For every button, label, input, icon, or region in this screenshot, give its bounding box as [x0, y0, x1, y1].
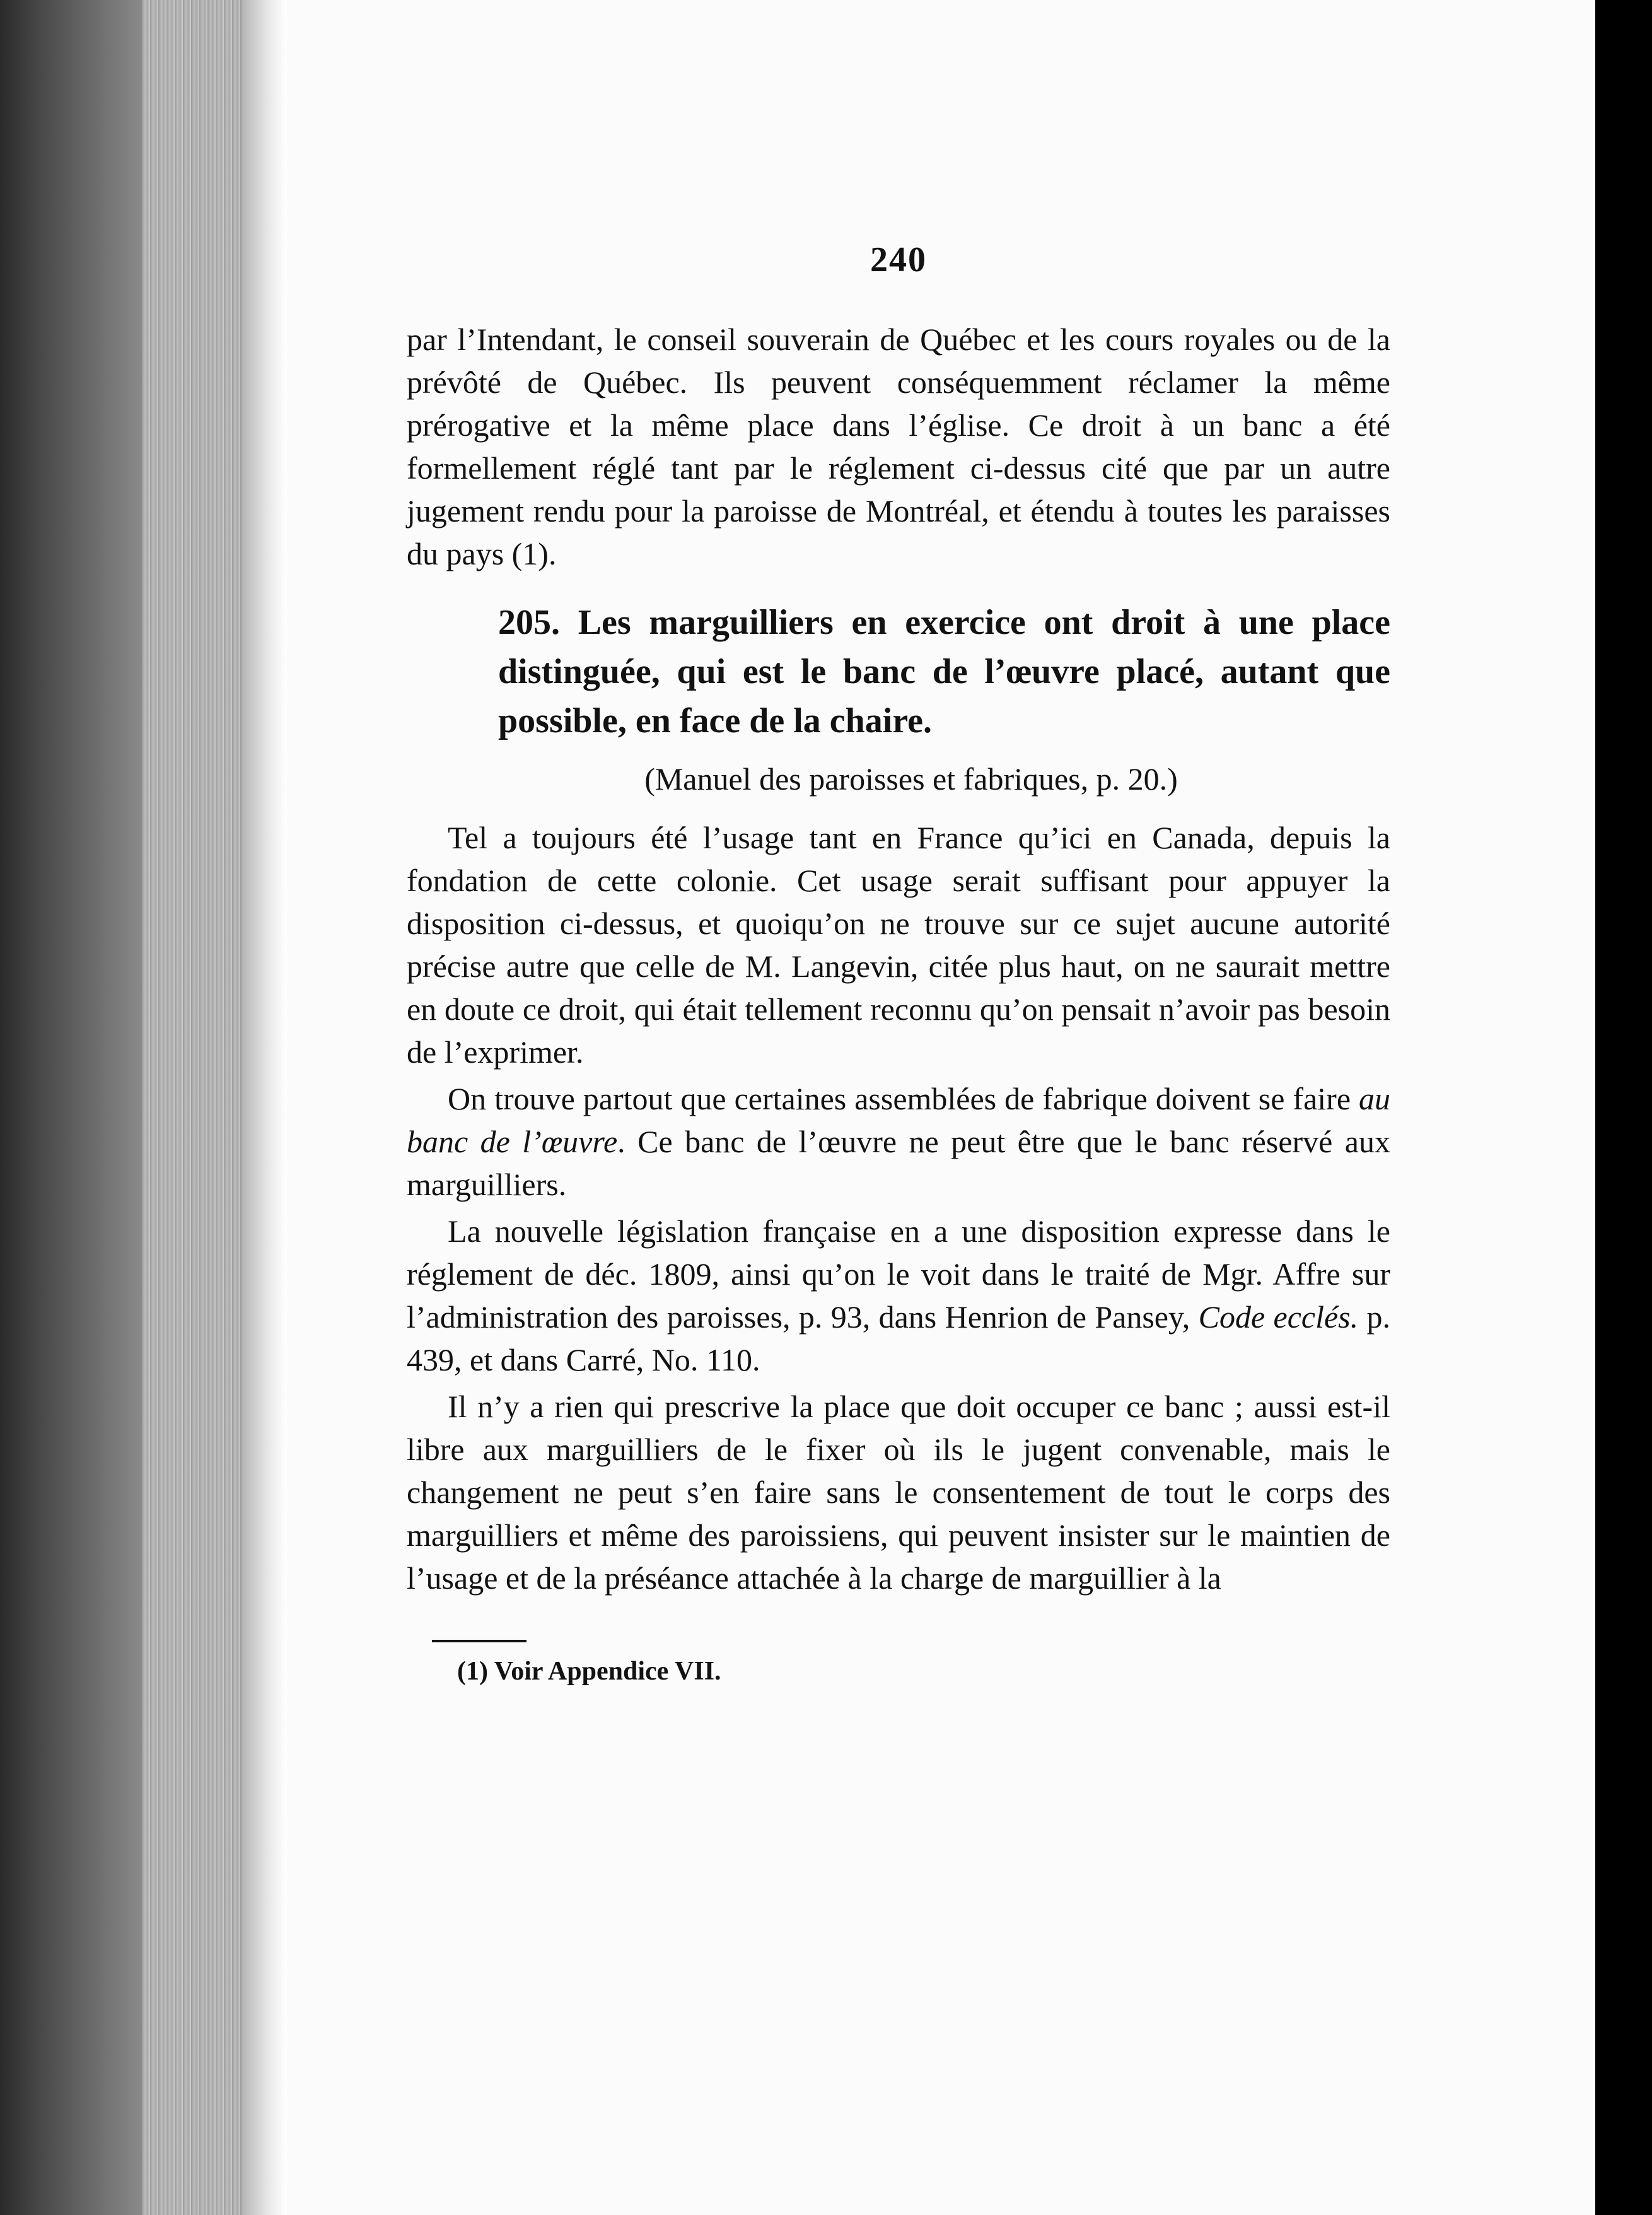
paragraph-usage: Tel a toujours été l’usage tant en France qu’ici en Canada, depuis la fondation de cette colonie. Cet usage serait suffisant pour appuyer la disposition ci-dessus, et quoiqu’on ne trouve sur ce sujet aucune autorité précise autre que celle de M. Langevin, citée plus haut, on ne saurait mettre en doute ce droit, qui était tellement reconnu qu’on pensait n’avoir pas besoin de l’exprimer. — [407, 820, 1390, 1070]
scan-border — [1595, 0, 1652, 2215]
continued-paragraph: par l’Intendant, le conseil souverain de Québec et les cours royales ou de la prévôté de Québec. Ils peuvent conséquemment réclamer la même prérogative et la même place dans l’église. Ce droit à un banc a été formellement réglé tant par le réglement ci-dessus cité que par un autre jugement rendu pour la paroisse de Montréal, et étendu à toutes les paraisses du pays (1). — [407, 322, 1390, 571]
page-gutter-shadow — [243, 0, 287, 2215]
paragraph-legislation-text-before: La nouvelle législation française en a une disposition expresse dans le réglement de déc. 1809, ainsi qu’on le voit dans le traité de Mgr. Affre sur l’administration des paroisses, p. 93, dans Henrion de Pansey, — [407, 1213, 1390, 1335]
page-number: 240 — [870, 240, 927, 279]
paragraph-assemblies — [407, 1077, 1390, 1206]
footnote: (1) Voir Appendice VII. — [457, 1657, 721, 1686]
paragraph-assemblies-text-before: On trouve partout que certaines assemblées de fabrique doivent se faire — [448, 1081, 1359, 1116]
paragraph-assemblies-text-after: . Ce banc de l’œuvre ne peut être que le banc réservé aux marguilliers. — [407, 1124, 1390, 1202]
footnote-rule — [432, 1640, 526, 1642]
paragraph-placement: Il n’y a rien qui prescrive la place que doit occuper ce banc ; aussi est-il libre aux marguilliers de le fixer où ils le jugent convenable, mais le changement ne peut s’en faire sans le consentement de tout le corps des marguilliers et même des paroissiens, qui peuvent insister sur le maintien de l’usage et de la préséance attachée à la charge de marguillier à la — [407, 1389, 1390, 1596]
paragraph-legislation — [407, 1210, 1390, 1381]
page-content — [407, 240, 1390, 1686]
paragraph-legislation-italic: Code ecclés. — [1198, 1299, 1359, 1335]
article-205: 205. Les marguilliers en exercice ont droit à une place distinguée, qui est le banc de l’œuvre placé, autant que possible, en face de la chaire. — [498, 603, 1390, 740]
page-edges — [142, 0, 243, 2215]
paragraph-assemblies-italic: au banc de l’œuvre — [407, 1081, 1390, 1159]
paragraph-legislation-text-after: p. 439, et dans Carré, No. 110. — [407, 1299, 1390, 1377]
book-binding — [0, 0, 142, 2215]
article-citation: (Manuel des paroisses et fabriques, p. 20.) — [644, 761, 1178, 797]
